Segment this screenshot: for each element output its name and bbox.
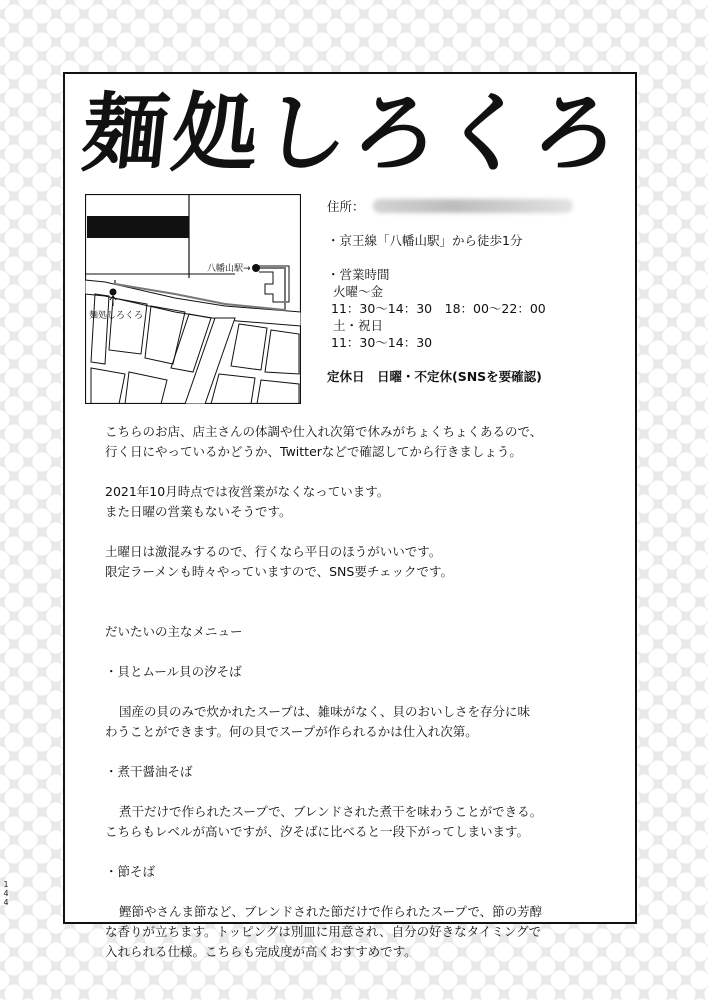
menu-heading: だいたいの主なメニュー bbox=[105, 624, 243, 639]
menu-item-desc: な香りが立ちます。トッピングは別皿に用意され、自分の好きなタイミングで bbox=[105, 924, 542, 939]
paragraph-line: 土曜日は激混みするので、行くなら平日のほうがいいです。 bbox=[105, 544, 442, 559]
article-body bbox=[105, 422, 625, 962]
menu-item-desc: こちらもレベルが高いですが、汐そばに比べると一段下がってしまいます。 bbox=[105, 824, 530, 839]
paragraph-line: 行く日にやっているかどうか、Twitterなどで確認してから行きましょう。 bbox=[105, 444, 522, 459]
menu-item-desc: わうことができます。何の貝でスープが作られるかは仕入れ次第。 bbox=[105, 724, 478, 739]
paragraph-line: 限定ラーメンも時々やっていますので、SNS要チェックです。 bbox=[105, 564, 453, 579]
menu-item-desc: 国産の貝のみで炊かれたスープは、雑味がなく、貝のおいしさを存分に味 bbox=[119, 704, 531, 719]
menu-item-desc: 煮干だけで作られたスープで、ブレンドされた煮干を味わうことができる。 bbox=[119, 804, 543, 819]
weekend-times: 11：30～14：30 bbox=[331, 335, 433, 350]
paragraph-line: こちらのお店、店主さんの体調や仕入れ次第で休みがちょくちょくあるので、 bbox=[105, 424, 543, 439]
content-panel bbox=[63, 72, 637, 959]
hours-label: ・営業時間 bbox=[327, 267, 390, 282]
page-number: 1 4 4 bbox=[3, 880, 9, 907]
weekend-label: 土・祝日 bbox=[333, 318, 384, 333]
menu-item-desc: 鰹節やさんま節など、ブレンドされた節だけで作られたスープで、節の芳醇 bbox=[119, 904, 543, 919]
paragraph-line: また日曜の営業もないそうです。 bbox=[105, 504, 292, 519]
shop-label: 麺処しろくろ bbox=[89, 311, 144, 321]
paragraph-line: 2021年10月時点では夜営業がなくなっています。 bbox=[105, 484, 390, 499]
address-redacted bbox=[373, 199, 573, 213]
menu-item-name: ・節そば bbox=[105, 864, 156, 879]
weekday-times: 11：30～14：30 18：00～22：00 bbox=[331, 301, 546, 316]
access-map bbox=[85, 194, 301, 404]
menu-item-desc: 入れられる仕様。こちらも完成度が高くおすすめです。 bbox=[105, 944, 417, 959]
railway-block bbox=[87, 216, 189, 238]
menu-item-name: ・貝とムール貝の汐そば bbox=[105, 664, 242, 679]
weekday-label: 火曜～金 bbox=[333, 284, 384, 299]
menu-item-name: ・煮干醤油そば bbox=[105, 764, 193, 779]
address-label: 住所： bbox=[327, 199, 365, 214]
shop-marker bbox=[110, 289, 117, 296]
address-row bbox=[327, 198, 627, 215]
station-label: 八幡山駅→ bbox=[207, 264, 251, 274]
shop-info bbox=[327, 198, 627, 385]
closed-days: 定休日 日曜・不定休(SNSを要確認) bbox=[327, 369, 542, 384]
station-marker bbox=[252, 264, 260, 272]
access-info: ・京王線「八幡山駅」から徒歩1分 bbox=[327, 233, 523, 248]
shop-title: 麺処しろくろ bbox=[76, 83, 628, 184]
